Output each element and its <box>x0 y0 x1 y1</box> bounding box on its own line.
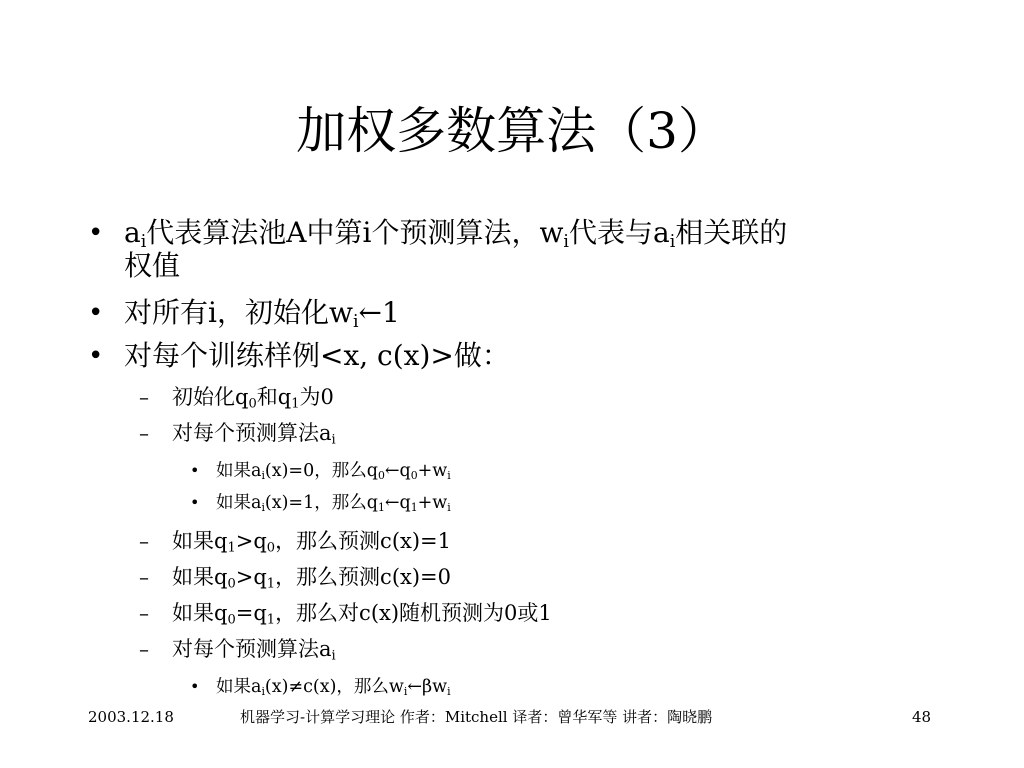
sub-sub-item: 如果$a_i(x)=0$，那么$q_0\leftarrow q_0+w_i$ <box>216 461 451 483</box>
sub-bullet-marker: • <box>190 461 200 480</box>
bullet-item: $a_i$代表算法池A中第i个预测算法，$w_i$代表与$a_i$相关联的 <box>124 216 788 252</box>
dash-marker: – <box>139 637 149 661</box>
bullet-marker: • <box>88 218 104 248</box>
bullet-marker: • <box>88 341 104 371</box>
dash-marker: – <box>139 601 149 625</box>
slide-title: 加权多数算法（3） <box>296 102 728 160</box>
sub-item: 如果$q_0=q_1$，那么对c(x)随机预测为0或1 <box>172 601 552 628</box>
bullet-item-continuation: 权值 <box>124 249 181 282</box>
dash-marker: – <box>139 529 149 553</box>
sub-bullet-marker: • <box>190 493 200 512</box>
sub-sub-item: 如果$a_i(x)\ne c(x)$，那么$w_i\leftarrow\beta w_i$ <box>216 677 451 699</box>
sub-item: 对每个预测算法$a_i$ <box>172 637 336 664</box>
bullet-item: 对每个训练样例<x, c(x)>做： <box>124 339 510 372</box>
dash-marker: – <box>139 421 149 445</box>
bullet-item: 对所有i，初始化$w_i\leftarrow 1$ <box>124 296 400 332</box>
sub-bullet-marker: • <box>190 677 200 696</box>
dash-marker: – <box>139 385 149 409</box>
bullet-marker: • <box>88 298 104 328</box>
sub-item: 对每个预测算法$a_i$ <box>172 421 336 448</box>
footer-course: 机器学习-计算学习理论 作者：Mitchell 译者：曾华军等 讲者：陶晓鹏 <box>240 708 713 726</box>
sub-sub-item: 如果$a_i(x)=1$，那么$q_1\leftarrow q_1+w_i$ <box>216 493 451 515</box>
dash-marker: – <box>139 565 149 589</box>
footer-date: 2003.12.18 <box>88 708 174 726</box>
sub-item: 初始化$q_0$和$q_1$为0 <box>172 385 334 412</box>
sub-item: 如果$q_1>q_0$，那么预测c(x)=1 <box>172 529 452 556</box>
footer-page-number: 48 <box>912 708 932 726</box>
sub-item: 如果$q_0>q_1$，那么预测c(x)=0 <box>172 565 452 592</box>
